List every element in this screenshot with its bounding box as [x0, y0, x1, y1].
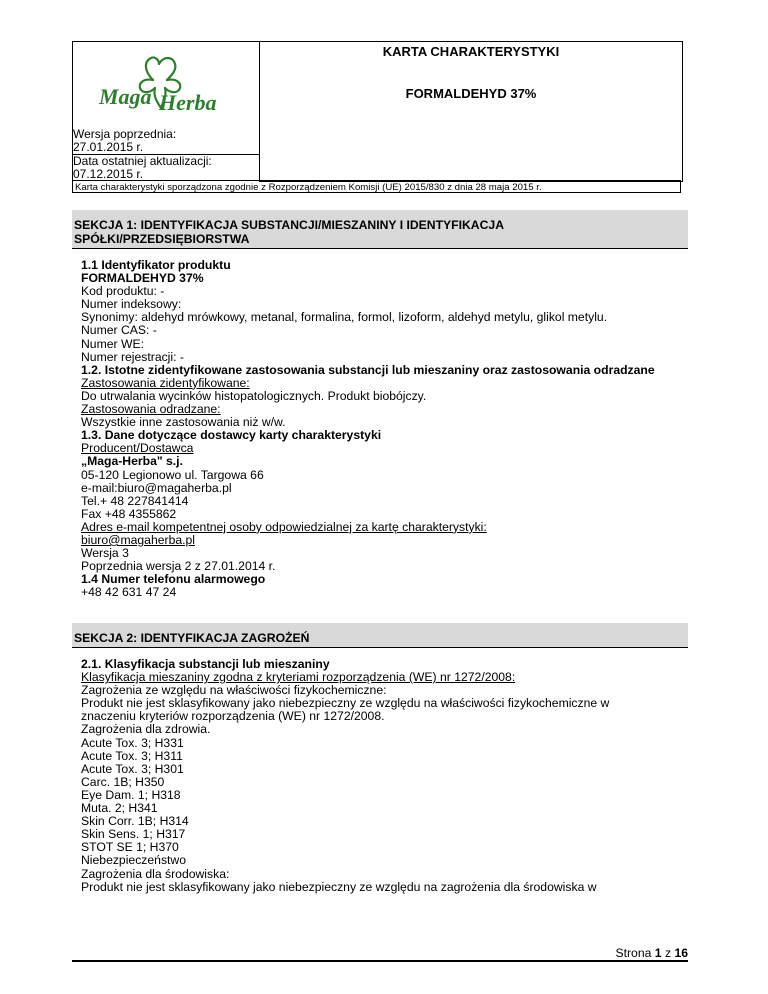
section1-line: Adres e-mail kompetentnej osoby odpowiedzialnej za kartę charakterystyki:: [81, 519, 487, 534]
prev-version-label: Wersja poprzednia:: [73, 127, 177, 141]
header-table: [72, 41, 682, 193]
section1-line: FORMALDEHYD 37%: [81, 271, 204, 286]
section1-line: 05-120 Legionowo ul. Targowa 66: [81, 467, 264, 482]
last-update-label: Data ostatniej aktualizacji:: [73, 154, 260, 168]
section1-line: 1.3. Dane dotyczące dostawcy karty charakterystyki: [81, 428, 382, 443]
section2-line: 2.1. Klasyfikacja substancji lub mieszaniny: [81, 657, 330, 671]
section1-line: Numer CAS: -: [81, 323, 157, 338]
document-title: KARTA CHARAKTERYSTYKI: [382, 44, 560, 59]
section1-line: Numer WE:: [81, 336, 144, 351]
section2-line: Zagrożenia ze względu na właściwości fizykochemiczne:: [81, 683, 387, 698]
section1-line: biuro@magaherba.pl: [81, 532, 196, 547]
section-2-heading: [72, 623, 688, 648]
section1-line: Wersja 3: [81, 546, 129, 561]
prev-version-date: 27.01.2015 r.: [73, 140, 144, 154]
section1-line: Synonimy: aldehyd mrówkowy, metanal, formalina, formol, lizoform, aldehyd metylu, glikol metylu.: [81, 310, 608, 325]
section2-line: Zagrożenia dla zdrowia.: [81, 722, 211, 737]
section2-line: znaczeniu kryteriów rozporządzenia (WE) nr 1272/2008.: [81, 709, 385, 724]
section1-line: 1.2. Istotne zidentyfikowane zastosowania substancji lub mieszaniny oraz zastosowania odradzane: [81, 362, 655, 377]
section1-line: +48 42 631 47 24: [81, 585, 177, 600]
section1-line: 1.4 Numer telefonu alarmowego: [81, 572, 266, 587]
svg-text:Herba: Herba: [159, 90, 217, 115]
section1-line: Producent/Dostawca: [81, 441, 194, 456]
section2-line: Zagrożenia dla środowiska:: [81, 866, 230, 881]
section2-line: Acute Tox. 3; H331: [81, 735, 184, 750]
section1-line: „Maga-Herba" s.j.: [81, 454, 183, 469]
section1-line: Numer rejestracji: -: [81, 349, 184, 364]
svg-text:Maga: Maga: [99, 84, 152, 109]
section2-line: Produkt nie jest sklasyfikowany jako niebezpieczny ze względu na zagrożenia dla środowiska w: [81, 879, 597, 894]
section2-line: STOT SE 1; H370: [81, 840, 179, 855]
section2-line: Skin Sens. 1; H317: [81, 827, 186, 842]
section-2: [72, 623, 688, 894]
regulation-note: Karta charakterystyki sporządzona zgodnie z Rozporządzeniem Komisji (UE) 2015/830 z dnia 28 maja 2015 r.: [72, 180, 681, 193]
section2-line: Acute Tox. 3; H301: [81, 761, 184, 776]
product-name: FORMALDEHYD 37%: [405, 86, 537, 101]
title-cell: [259, 41, 683, 182]
section2-line: Eye Dam. 1; H318: [81, 787, 181, 802]
maga-herba-logo: [93, 50, 243, 122]
last-update-date: 07.12.2015 r.: [73, 167, 144, 181]
section-2-body: [72, 648, 688, 894]
section1-line: Zastosowania odradzane:: [81, 402, 221, 417]
section1-line: 1.1 Identyfikator produktu: [81, 258, 231, 272]
page-number: [72, 946, 688, 960]
section1-line: Numer indeksowy:: [81, 297, 182, 312]
section2-line: Carc. 1B; H350: [81, 774, 165, 789]
page-total: 16: [674, 946, 688, 960]
section2-line: Klasyfikacja mieszaniny zgodna z kryteriami rozporządzenia (WE) nr 1272/2008:: [81, 670, 516, 685]
page-of: z: [664, 946, 672, 960]
page-footer: [72, 946, 688, 962]
section-1-heading-line2: SPÓŁKI/PRZEDSIĘBIORSTWA: [74, 232, 250, 246]
section-2-heading-text: SEKCJA 2: IDENTYFIKACJA ZAGROŻEŃ: [74, 631, 310, 645]
section2-line: Muta. 2; H341: [81, 801, 158, 816]
section2-line: Produkt nie jest sklasyfikowany jako niebezpieczny ze względu na właściwości fizykochemiczne w: [81, 696, 610, 711]
section1-line: Wszystkie inne zastosowania niż w/w.: [81, 415, 286, 430]
page-word: Strona: [615, 946, 652, 960]
section1-line: Fax +48 4355862: [81, 506, 177, 521]
section1-line: Zastosowania zidentyfikowane:: [81, 375, 250, 390]
section2-line: Skin Corr. 1B; H314: [81, 814, 189, 829]
section2-line: Acute Tox. 3; H311: [81, 748, 183, 763]
section-1-body: [72, 249, 688, 599]
section-1-heading: [72, 210, 688, 249]
section-1: [72, 210, 688, 599]
section1-line: Tel.+ 48 227841414: [81, 493, 189, 508]
version-cell: [72, 128, 260, 180]
section2-line: Niebezpieczeństwo: [81, 853, 187, 868]
section1-line: Do utrwalania wycinków histopatologicznych. Produkt biobójczy.: [81, 388, 427, 403]
section1-line: Kod produktu: -: [81, 284, 165, 299]
section1-line: Poprzednia wersja 2 z 27.01.2014 r.: [81, 559, 276, 574]
section1-line: e-mail:biuro@magaherba.pl: [81, 480, 232, 495]
section-1-heading-line1: SEKCJA 1: IDENTYFIKACJA SUBSTANCJI/MIESZANINY I IDENTYFIKACJA: [74, 218, 504, 232]
page-current: 1: [654, 946, 662, 960]
logo-cell: [72, 41, 260, 129]
